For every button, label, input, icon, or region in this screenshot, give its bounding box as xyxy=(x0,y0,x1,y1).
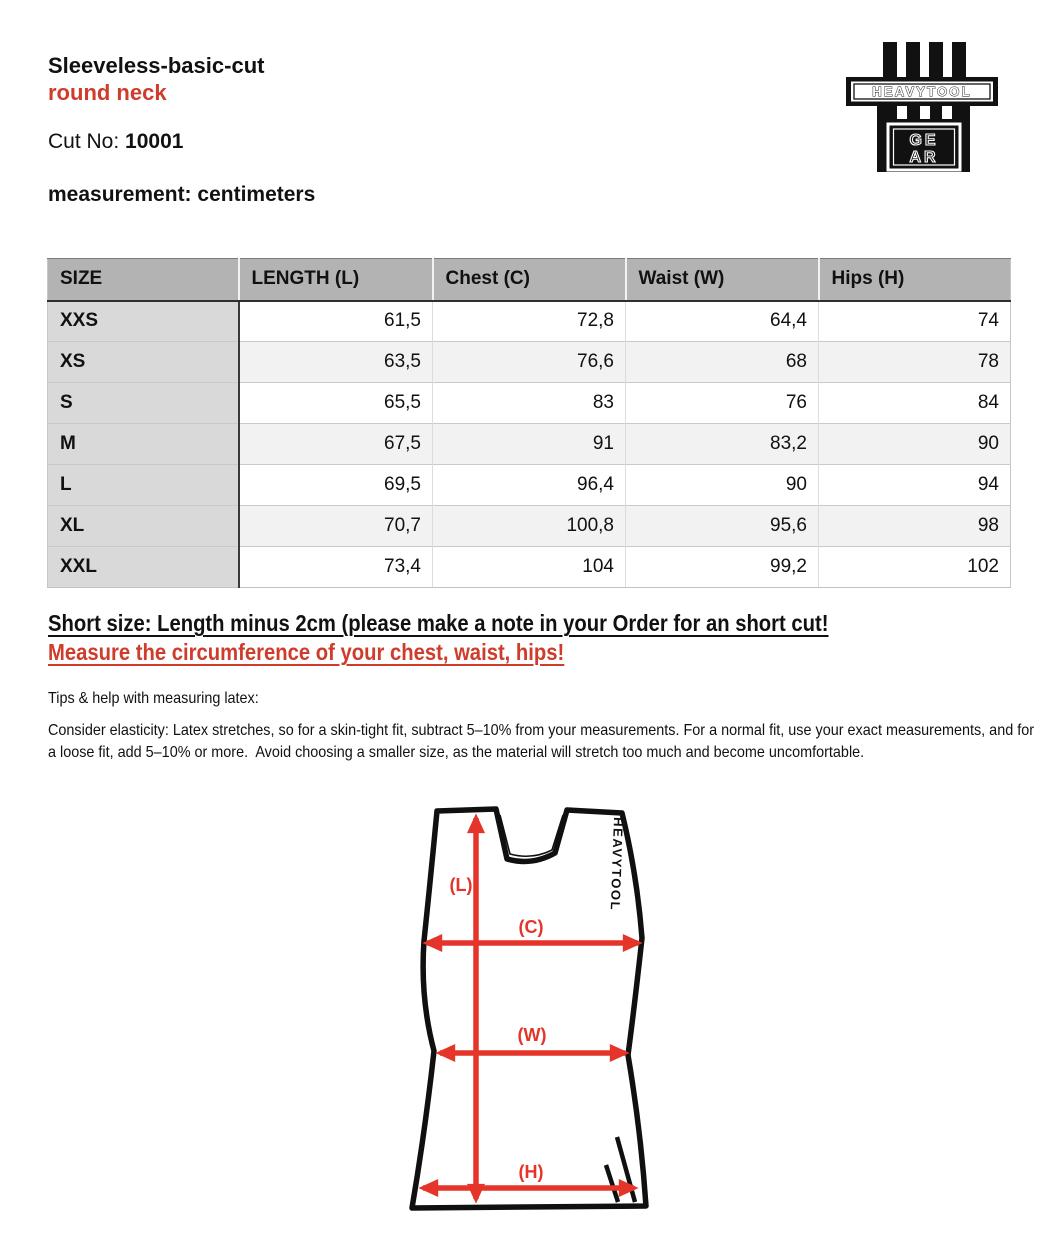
chest-cell: 96,4 xyxy=(433,465,626,506)
chest-cell: 76,6 xyxy=(433,342,626,383)
length-cell: 70,7 xyxy=(239,506,433,547)
hips-cell: 102 xyxy=(819,547,1011,588)
waist-label: (W) xyxy=(517,1025,547,1045)
measurement-diagram xyxy=(404,802,650,1216)
hips-cell: 98 xyxy=(819,506,1011,547)
size-cell: XL xyxy=(48,506,239,547)
size-table xyxy=(47,258,1011,588)
heavytool-gear-logo-icon xyxy=(845,40,1005,176)
length-cell: 67,5 xyxy=(239,424,433,465)
hips-cell: 78 xyxy=(819,342,1011,383)
waist-cell: 68 xyxy=(626,342,819,383)
measure-note: Measure the circumference of your chest, waist, hips! xyxy=(48,639,565,665)
product-subtitle: round neck xyxy=(48,80,167,105)
logo-brand-text: HEAVYTOOL xyxy=(872,84,972,99)
table-row xyxy=(48,465,1011,506)
product-title: Sleeveless-basic-cut xyxy=(48,53,265,78)
size-cell: S xyxy=(48,383,239,424)
chest-label: (C) xyxy=(518,917,544,937)
length-cell: 61,5 xyxy=(239,301,433,342)
waist-cell: 76 xyxy=(626,383,819,424)
col-header-size: SIZE xyxy=(48,259,239,301)
hips-label: (H) xyxy=(518,1162,544,1182)
table-row xyxy=(48,547,1011,588)
col-header-chest: Chest (C) xyxy=(433,259,626,301)
length-label: (L) xyxy=(449,875,473,895)
length-cell: 69,5 xyxy=(239,465,433,506)
logo-stem-slots xyxy=(897,106,952,119)
cut-number-line xyxy=(48,130,183,154)
size-cell: XXS xyxy=(48,301,239,342)
chest-cell: 83 xyxy=(433,383,626,424)
waist-cell: 95,6 xyxy=(626,506,819,547)
logo-gear-line1: GE xyxy=(909,132,939,149)
measurement-units-line: measurement: centimeters xyxy=(48,183,316,206)
tips-paragraph-line2: a loose fit, add 5–10% or more. Avoid choosing a smaller size, as the material will stretch too much and become uncomfortable. xyxy=(48,744,865,761)
waist-cell: 99,2 xyxy=(626,547,819,588)
hips-cell: 90 xyxy=(819,424,1011,465)
size-table-body xyxy=(48,301,1011,588)
chest-cell: 100,8 xyxy=(433,506,626,547)
size-cell: L xyxy=(48,465,239,506)
table-row xyxy=(48,506,1011,547)
size-cell: XS xyxy=(48,342,239,383)
length-cell: 65,5 xyxy=(239,383,433,424)
waist-cell: 64,4 xyxy=(626,301,819,342)
col-header-waist: Waist (W) xyxy=(626,259,819,301)
table-row xyxy=(48,342,1011,383)
hips-cell: 74 xyxy=(819,301,1011,342)
table-row xyxy=(48,383,1011,424)
table-row xyxy=(48,424,1011,465)
size-cell: XXL xyxy=(48,547,239,588)
hips-cell: 84 xyxy=(819,383,1011,424)
size-table-header xyxy=(48,259,1011,301)
table-row xyxy=(48,301,1011,342)
length-cell: 73,4 xyxy=(239,547,433,588)
waist-cell: 90 xyxy=(626,465,819,506)
cut-number-value: 10001 xyxy=(125,130,184,153)
chest-cell: 91 xyxy=(433,424,626,465)
tips-paragraph-line1: Consider elasticity: Latex stretches, so for a skin-tight fit, subtract 5–10% from your measurements. For a normal fit, use your exact measurements, and for xyxy=(48,722,1035,739)
col-header-length: LENGTH (L) xyxy=(239,259,433,301)
short-size-note: Short size: Length minus 2cm (please make a note in your Order for an short cut! xyxy=(48,610,829,636)
col-header-hips: Hips (H) xyxy=(819,259,1011,301)
diagram-brand-text: HEAVYTOOL xyxy=(607,816,626,912)
length-cell: 63,5 xyxy=(239,342,433,383)
chest-cell: 104 xyxy=(433,547,626,588)
size-cell: M xyxy=(48,424,239,465)
cut-number-label: Cut No: xyxy=(48,130,126,153)
logo-gear-line2: AR xyxy=(909,149,939,166)
tips-heading: Tips & help with measuring latex: xyxy=(48,690,259,707)
hips-cell: 94 xyxy=(819,465,1011,506)
waist-cell: 83,2 xyxy=(626,424,819,465)
chest-cell: 72,8 xyxy=(433,301,626,342)
